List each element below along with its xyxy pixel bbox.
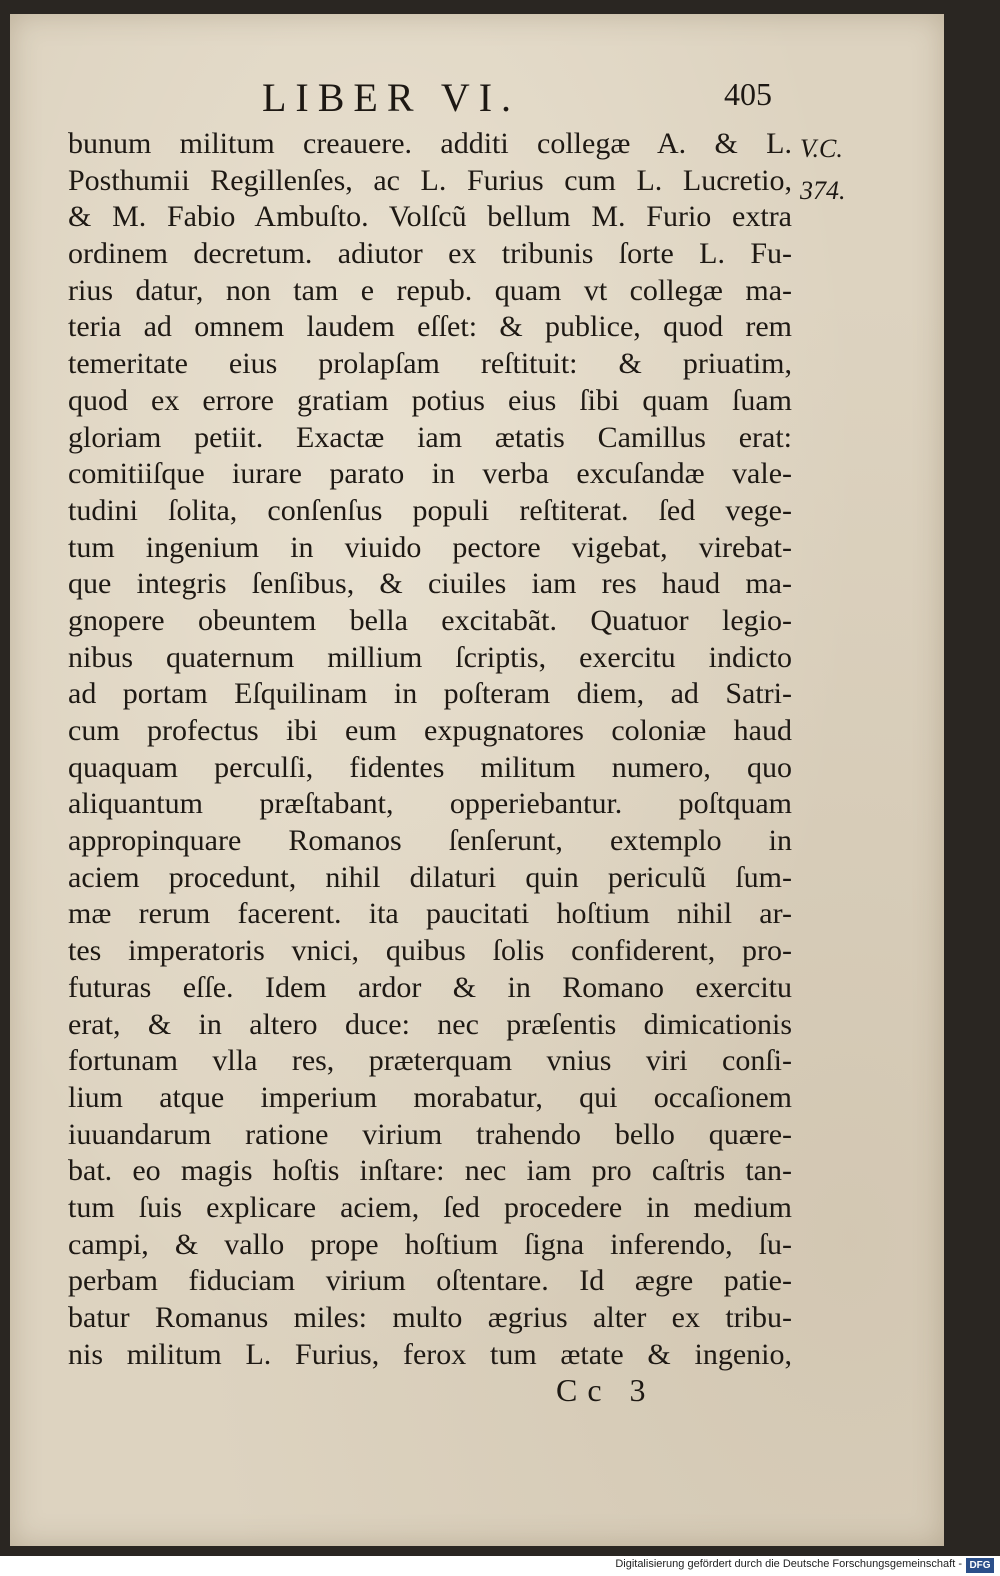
text-line: perbam fiduciam virium oſtentare. Id ægre patie- xyxy=(68,1264,792,1298)
text-line: futuras eſſe. Idem ardor & in Romano exercitu xyxy=(68,970,792,1004)
running-title: LIBER VI. xyxy=(262,75,521,120)
text-line: tudini ſolita, conſenſus populi reſtiterat. ſed vege- xyxy=(68,493,792,527)
text-line: nis militum L. Furius, ferox tum ætate & ingenio, xyxy=(68,1337,792,1371)
page-number: 405 xyxy=(724,76,772,112)
text-line: & M. Fabio Ambuſto. Volſcũ bellum M. Furio extra xyxy=(68,200,792,234)
dfg-logo: DFG xyxy=(966,1558,994,1573)
body-text xyxy=(68,126,792,1373)
text-line: iuuandarum ratione virium trahendo bello quære- xyxy=(68,1117,792,1151)
text-line: comitiiſque iurare parato in verba excuſandæ vale- xyxy=(68,457,792,491)
text-line: aciem procedunt, nihil dilaturi quin periculũ ſum- xyxy=(68,860,792,894)
text-line: teria ad omnem laudem eſſet: & publice, quod rem xyxy=(68,310,792,344)
book-page xyxy=(10,14,944,1546)
margin-note-year: 374. xyxy=(800,176,846,205)
text-line: tum ingenium in viuido pectore vigebat, virebat- xyxy=(68,530,792,564)
margin-note-year-label: V.C. xyxy=(800,134,843,163)
text-line: que integris ſenſibus, & ciuiles iam res haud ma- xyxy=(68,567,792,601)
text-line: bunum militum creauere. additi collegæ A. & L. xyxy=(68,127,792,160)
text-line: appropinquare Romanos ſenſerunt, extemplo in xyxy=(68,824,792,858)
text-line: Posthumii Regillenſes, ac L. Furius cum L. Lucretio, xyxy=(68,163,792,197)
text-line: gnopere obeuntem bella excitabãt. Quatuor legio- xyxy=(68,603,792,637)
text-line: temeritate eius prolapſam reſtituit: & priuatim, xyxy=(68,347,792,381)
text-line: mæ rerum facerent. ita paucitati hoſtium nihil ar- xyxy=(68,897,792,931)
text-line: tes imperatoris vnici, quibus ſolis confiderent, pro- xyxy=(68,934,792,968)
text-line: quod ex errore gratiam potius eius ſibi quam ſuam xyxy=(68,383,792,417)
text-line: cum profectus ibi eum expugnatores coloniæ haud xyxy=(68,714,792,747)
text-line: ordinem decretum. adiutor ex tribunis ſorte L. Fu- xyxy=(68,237,792,271)
footer-bar xyxy=(0,1556,1000,1576)
text-line: batur Romanus miles: multo ægrius alter ex tribu- xyxy=(68,1301,792,1334)
funding-credit: Digitalisierung gefördert durch die Deutsche Forschungsgemeinschaft - xyxy=(615,1558,962,1570)
text-line: nibus quaternum millium ſcriptis, exercitu indicto xyxy=(68,640,792,674)
text-line: gloriam petiit. Exactæ iam ætatis Camillus erat: xyxy=(68,420,792,454)
text-line: lium atque imperium morabatur, qui occaſionem xyxy=(68,1080,792,1114)
text-line: quaquam perculſi, fidentes militum numero, quo xyxy=(68,750,792,784)
text-line: campi, & vallo prope hoſtium ſigna inferendo, ſu- xyxy=(68,1227,792,1261)
text-line: erat, & in altero duce: nec præſentis dimicationis xyxy=(68,1007,792,1041)
text-line: rius datur, non tam e repub. quam vt collegæ ma- xyxy=(68,273,792,307)
text-line: tum ſuis explicare aciem, ſed procedere in medium xyxy=(68,1190,792,1224)
text-line: bat. eo magis hoſtis inſtare: nec iam pro caſtris tan- xyxy=(68,1154,792,1188)
text-line: fortunam vlla res, præterquam vnius viri conſi- xyxy=(68,1044,792,1078)
text-line: ad portam Eſquilinam in poſteram diem, ad Satri- xyxy=(68,677,792,711)
text-line: aliquantum præſtabant, opperiebantur. poſtquam xyxy=(68,787,792,821)
signature-mark: Cc 3 xyxy=(556,1372,656,1408)
